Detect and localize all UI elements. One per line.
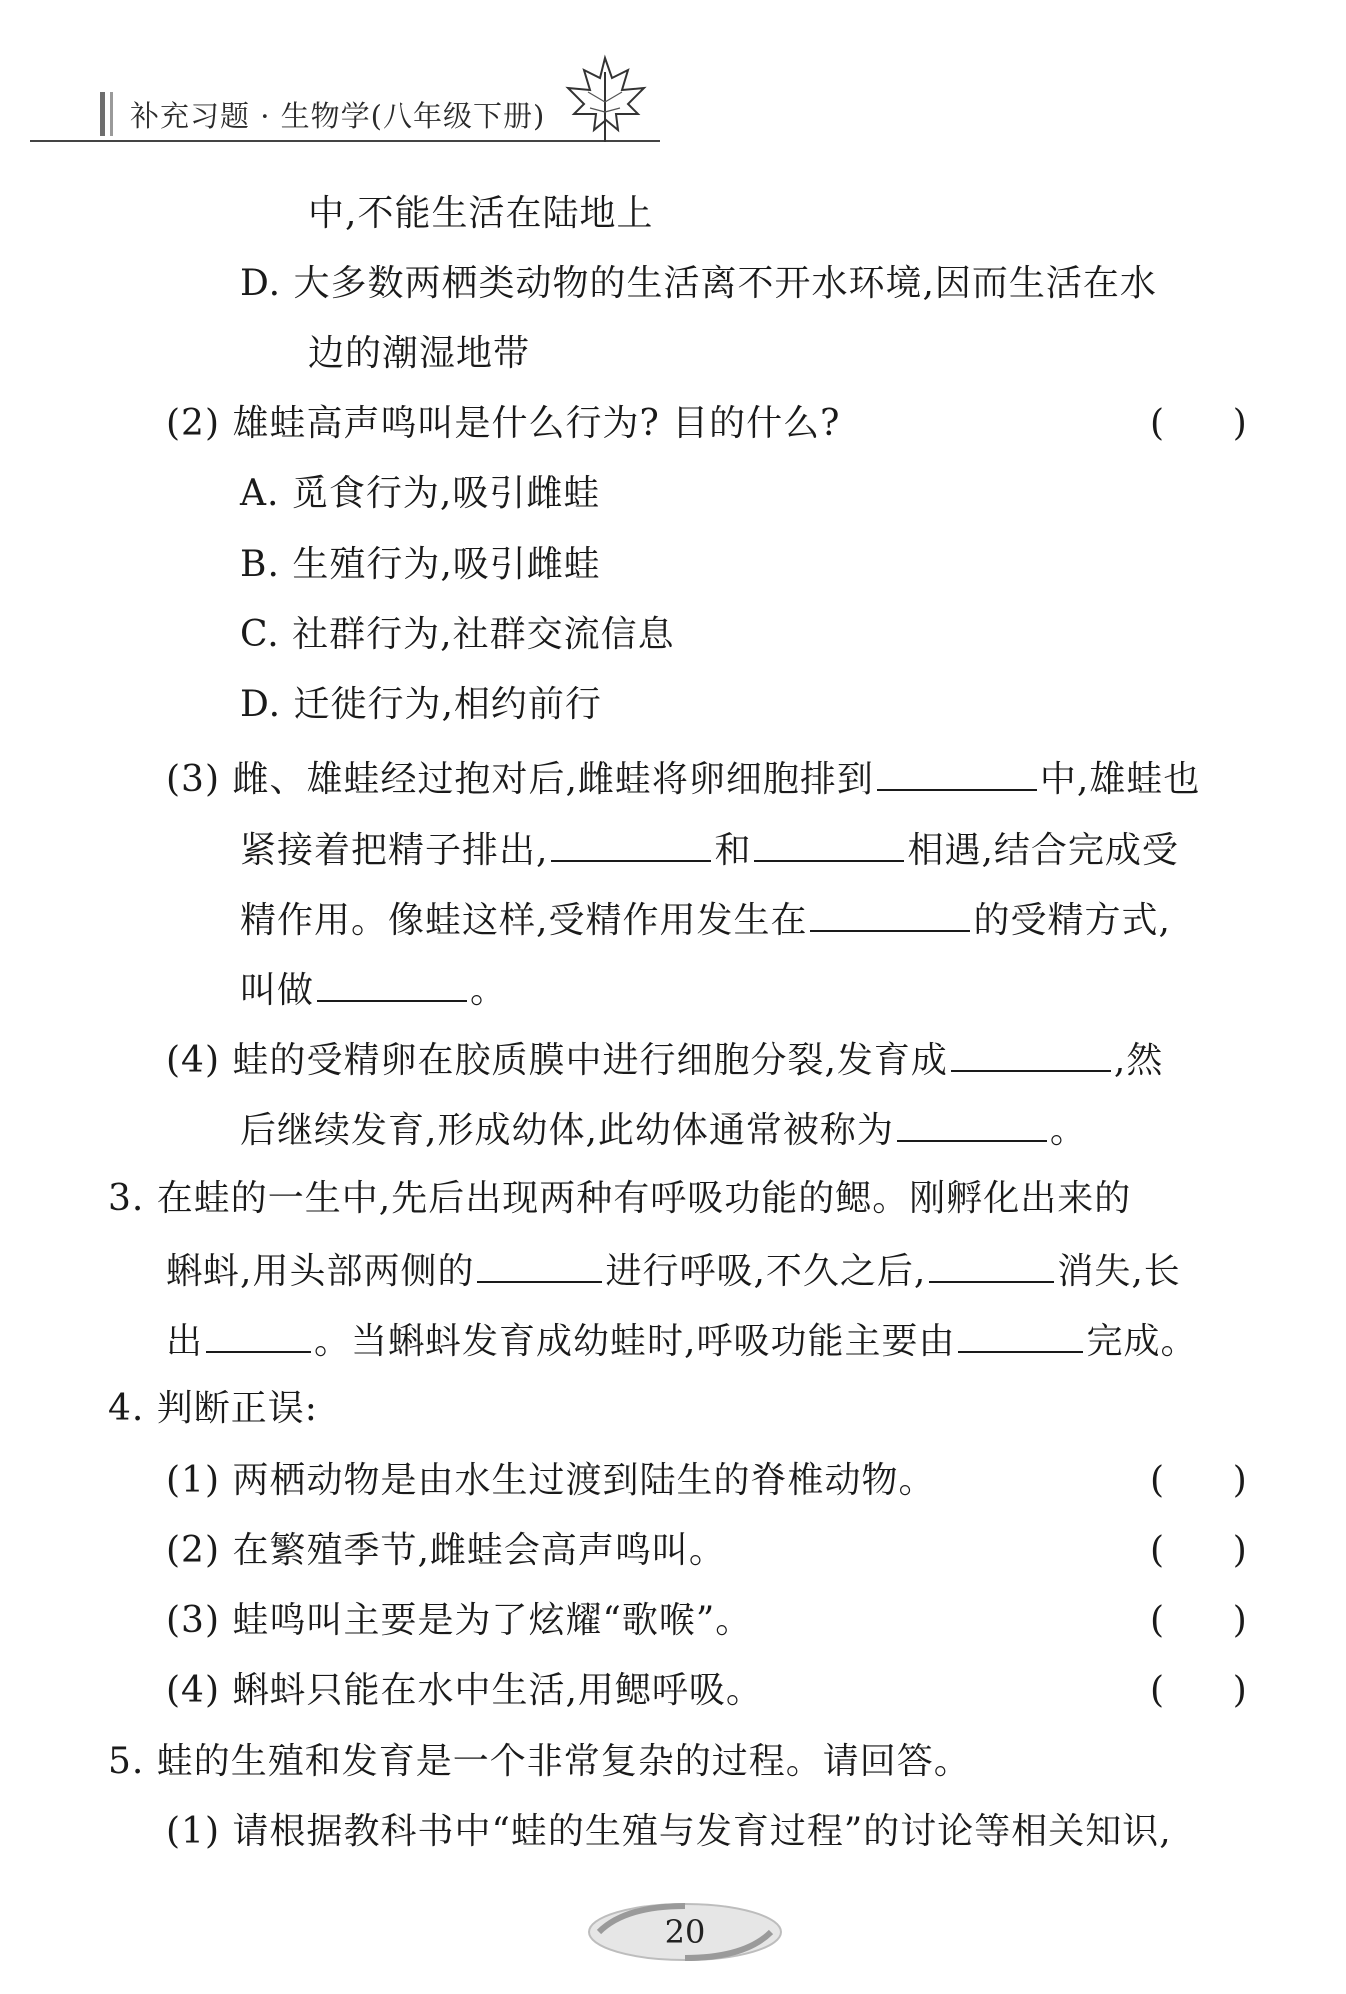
fill-blank[interactable] [958,1317,1083,1353]
fill-blank[interactable] [951,1036,1111,1072]
header-bar-mark [110,92,113,136]
fill-blank[interactable] [206,1317,311,1353]
fill-blank[interactable] [929,1247,1054,1283]
text-line [240,896,1171,943]
judgement-3: (3) 蛙鸣叫主要是为了炫耀“歌喉”。 [166,1600,753,1641]
question-3: 3. 在蛙的一生中,先后出现两种有呼吸功能的鳃。刚孵化出来的 [108,1178,1132,1219]
page-number: 20 [664,1913,706,1951]
fill-blank[interactable] [810,896,970,932]
text-line [166,1317,1197,1364]
text-segment: (3) 雌、雄蛙经过抱对后,雌蛙将卵细胞排到 [166,759,874,800]
fill-blank[interactable] [754,826,904,862]
fill-blank[interactable] [477,1247,602,1283]
answer-bracket[interactable]: ( ) [1150,1670,1247,1711]
answer-bracket[interactable]: ( ) [1150,1600,1247,1641]
text-segment: 和 [714,830,752,871]
text-segment: ,然 [1113,1040,1164,1081]
text-segment: 蝌蚪,用头部两侧的 [166,1251,475,1292]
text-segment: 相遇,结合完成受 [907,830,1179,871]
fill-blank[interactable] [317,966,467,1002]
page-number-badge [585,1900,785,1964]
text-segment: 的受精方式, [973,900,1171,941]
question-4: 4. 判断正误: [108,1388,318,1429]
text-segment: 消失,长 [1057,1251,1181,1292]
answer-bracket[interactable]: ( ) [1150,403,1247,444]
fill-blank[interactable] [551,826,711,862]
text-segment: 完成。 [1086,1321,1198,1362]
text-segment: (4) 蛙的受精卵在胶质膜中进行细胞分裂,发育成 [166,1040,948,1081]
text-segment: 。当蝌蚪发育成幼蛙时,呼吸功能主要由 [314,1321,956,1362]
text-line [240,966,507,1013]
text-line [240,826,1179,873]
option-c: C. 社群行为,社群交流信息 [240,614,675,655]
option-a: A. 觅食行为,吸引雌蛙 [240,473,601,514]
answer-bracket[interactable]: ( ) [1150,1460,1247,1501]
text-segment: 出 [166,1321,204,1362]
option-b: B. 生殖行为,吸引雌蛙 [240,544,601,585]
option-d: D. 迁徙行为,相约前行 [240,684,602,725]
maple-leaf-icon [560,52,650,152]
text-segment: 进行呼吸,不久之后, [605,1251,927,1292]
question-5-1: (1) 请根据教科书中“蛙的生殖与发育过程”的讨论等相关知识, [166,1811,1172,1852]
text-line [240,1106,1087,1153]
text-segment: 后继续发育,形成幼体,此幼体通常被称为 [240,1110,894,1151]
text-segment: 。 [1049,1110,1087,1151]
question-2-3 [166,755,1200,802]
text-segment: 中,雄蛙也 [1039,759,1201,800]
question-5: 5. 蛙的生殖和发育是一个非常复杂的过程。请回答。 [108,1741,971,1782]
judgement-4: (4) 蝌蚪只能在水中生活,用鳃呼吸。 [166,1670,763,1711]
option-d: D. 大多数两栖类动物的生活离不开水环境,因而生活在水 [240,263,1157,304]
judgement-2: (2) 在繁殖季节,雌蛙会高声鸣叫。 [166,1530,726,1571]
text-segment: 紧接着把精子排出, [240,830,549,871]
fill-blank[interactable] [877,755,1037,791]
book-title: 补充习题 · 生物学(八年级下册) [130,99,546,133]
text-segment: 。 [470,970,508,1011]
text-segment: 精作用。像蛙这样,受精作用发生在 [240,900,808,941]
text-line: 中,不能生活在陆地上 [308,193,654,234]
answer-bracket[interactable]: ( ) [1150,1530,1247,1571]
header-bar-mark [100,92,105,136]
judgement-1: (1) 两栖动物是由水生过渡到陆生的脊椎动物。 [166,1460,936,1501]
text-line: 边的潮湿地带 [308,333,531,374]
fill-blank[interactable] [897,1106,1047,1142]
text-line [166,1247,1181,1294]
question-2-2: (2) 雄蛙高声鸣叫是什么行为? 目的什么? [166,403,841,444]
text-segment: 叫做 [240,970,315,1011]
question-2-4 [166,1036,1163,1083]
